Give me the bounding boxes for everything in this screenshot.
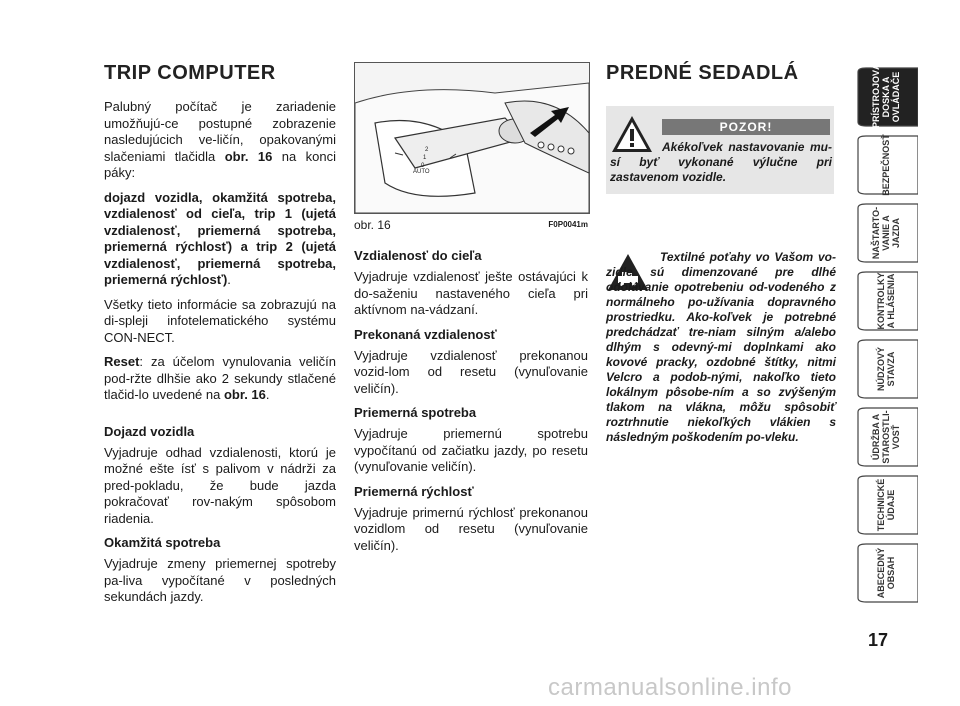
paragraph-dojazd: Vyjadruje odhad vzdialenosti, ktorú je možné ešte ísť s palivom v nádrži za pred-pokladu, že bude jazda pokračovať rov-nakým spôsobom riadenia.: [104, 444, 336, 526]
chapter-tab-label-wrap: [854, 202, 918, 264]
svg-text:1: 1: [423, 155, 427, 161]
chapter-tab-2[interactable]: [854, 202, 918, 264]
paragraph-spotreba: Vyjadruje priemernú spotrebu vypočítanú od začiatku jazdy, po resetu (vynuľovanie veličín).: [354, 426, 588, 474]
intro-end: na konci páky:: [104, 148, 336, 180]
chapter-tab-label-wrap: [854, 406, 918, 468]
paragraph-ciel: Vyjadruje vzdialenosť ješte ostávajúci k do-saženiu nastaveného cieľa pri aktívnom na-vádzaní.: [354, 269, 588, 317]
lever-drawing: [355, 63, 589, 213]
svg-text:2: 2: [425, 147, 429, 153]
column-front-seats: [606, 62, 836, 85]
chapter-tab-4[interactable]: [854, 338, 918, 400]
intro-paragraph: [104, 99, 336, 182]
heading-ciel: Vzdialenosť do cieľa: [354, 248, 482, 263]
section-title-trip-computer: TRIP COMPUTER: [104, 62, 276, 84]
reset-label: Reset: [104, 354, 140, 369]
chapter-tab-label: ABECEDNÝ OBSAH: [876, 547, 896, 599]
chapter-tab-3[interactable]: [854, 270, 918, 332]
chapter-tab-0[interactable]: [854, 63, 918, 128]
reset-paragraph: [104, 354, 336, 404]
figure-lever-illustration: [354, 62, 590, 214]
chapter-tab-label: NAŠTARTO- VANIE A JAZDA: [871, 206, 901, 260]
reset-fig-ref: obr. 16: [223, 387, 266, 402]
intro-fig-ref: obr. 16: [224, 148, 273, 164]
watermark-text: carmanualsonline.info: [548, 674, 792, 701]
column-trip-values: [354, 248, 588, 562]
paragraph-rychlost: Vyjadruje primernú rýchlosť prekonanou vozidlom od resetu (vynuľovanie veličín).: [354, 504, 588, 553]
info-paragraph: Všetky tieto informácie sa zobrazujú na di-spleji infotelematického systému CON-NECT.: [104, 296, 336, 345]
paragraph-okamzita: Vyjadruje zmeny priemernej spotreby pa-liva vypočítané v posledných sekundách jazdy.: [104, 556, 336, 604]
page-number: 17: [868, 630, 889, 650]
reset-text: : za účelom vynulovania veličín pod-ržte dlhšie ako 2 sekundy stlačené tlačid-lo uvedené na: [104, 354, 336, 402]
heading-rychlost: Priemerná rýchlosť: [354, 483, 474, 499]
figure-code: F0P0041m: [548, 220, 588, 229]
function-list: [104, 190, 336, 289]
function-list-text: dojazd vozidla, okamžitá spotreba, vzdialenosť od cieľa, trip 1 (ujetá vzdialenosť, priemerná spotreba, priemerná rýchlosť) a trip 2 (ujetá vzdialenosť, priemerná spotreba, priemerná rýchlosť): [104, 189, 336, 287]
chapter-tab-label: TECHNICKÉ ÚDAJE: [876, 478, 896, 532]
chapter-tab-label-wrap: [854, 542, 918, 604]
column-trip-computer: [104, 62, 336, 614]
svg-text:0: 0: [421, 163, 425, 169]
reset-end: .: [265, 387, 270, 402]
section-title-front-seats: PREDNÉ SEDADLÁ: [606, 62, 799, 84]
pozor-label: POZOR!: [662, 119, 830, 135]
chapter-tab-1[interactable]: [854, 134, 918, 196]
heading-prekonana: Prekonaná vzdialenosť: [354, 326, 497, 342]
note-text: Textilné poťahy vo Vašom vo-zidle sú dimenzované pre dlhé odolávanie opotrebeniu od-vodeného z normálneho po-užívania dopravného prostriedku. Ako-koľvek je potrebné predchádzať tre-niam silným a/alebo dlhým s odevný-mi doplnkami ako kovové pracky, ozdobné štítky, nitmi Velcro a podob-nými, nakoľko tieto lokálnym pôsobe-ním a so zvýšeným tlakom na vlákna, môžu spôsobiť roztrhnutie niekoľkých vlákien s následným poškodením po-vleku.: [606, 250, 836, 444]
figure-label: obr. 16: [354, 218, 391, 232]
intro-text: Palubný počítač je zariadenie umožňujú-ce postupné zobrazenie nasledujúcich ve-ličín, opakovanými slačeniami tlačidla: [104, 99, 336, 164]
lever-auto-label: AUTO: [413, 169, 430, 175]
chapter-tab-5[interactable]: [854, 406, 918, 468]
chapter-tab-label: ÚDRŽBA A STAROSTLI- VOSŤ: [871, 410, 901, 464]
figure-caption: [354, 218, 588, 232]
chapter-tab-7[interactable]: [854, 542, 918, 604]
heading-spotreba: Priemerná spotreba: [354, 405, 477, 420]
chapter-tab-label-wrap: [854, 474, 918, 536]
paragraph-prekonana: Vyjadruje vzdialenosť prekonanou vozid-lom od resetu (vynuľovanie veličín).: [354, 347, 588, 396]
chapter-tab-label-wrap: [854, 338, 918, 400]
warning-text: Akékoľvek nastavovanie mu-sí byť vykonané výlučne pri zastavenom vozidle.: [610, 140, 832, 184]
chapter-tab-label: KONTROLKY A HLÁSENIA: [876, 272, 896, 330]
chapter-tab-label-wrap: [854, 270, 918, 332]
chapter-tab-6[interactable]: [854, 474, 918, 536]
chapter-tab-label: BEZPEČNOSŤ: [881, 134, 891, 196]
chapter-tab-label: NÚDZOVÝ STAVZA: [876, 347, 896, 392]
chapter-tab-label-wrap: [854, 63, 918, 128]
heading-dojazd: Dojazd vozidla: [104, 423, 195, 439]
heading-okamzita: Okamžitá spotreba: [104, 535, 221, 550]
function-list-end: .: [227, 272, 231, 287]
chapter-tab-label-wrap: [854, 134, 918, 196]
chapter-tab-label: PRÍSTROJOVÁ DOSKA A OVLÁDAČE: [871, 63, 901, 128]
